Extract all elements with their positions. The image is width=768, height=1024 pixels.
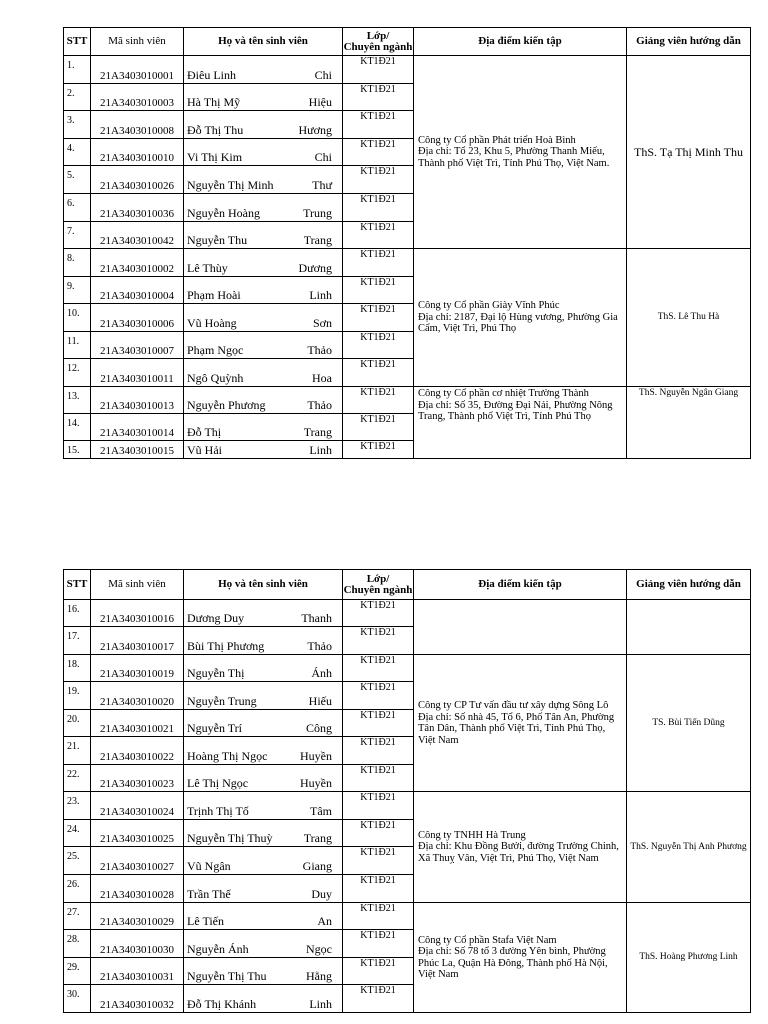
student-class: KT1Đ21 — [343, 710, 414, 737]
student-name-parts — [184, 206, 342, 221]
student-id: 21A3403010030 — [91, 930, 184, 958]
student-name — [184, 84, 343, 111]
supervisor-name: ThS. Lê Thu Hà — [627, 249, 751, 387]
student-class: KT1Đ21 — [343, 359, 414, 387]
student-surname: Dương Duy — [187, 611, 245, 625]
student-class: KT1Đ21 — [343, 875, 414, 903]
student-surname: Nguyễn Thị Minh — [187, 178, 274, 192]
student-class: KT1Đ21 — [343, 655, 414, 682]
student-id: 21A3403010032 — [91, 985, 184, 1013]
row-number: 20. — [64, 710, 91, 737]
header-class-line2: Chuyên ngành — [343, 40, 413, 53]
row-number: 3. — [64, 111, 91, 139]
student-name — [184, 277, 343, 304]
student-id: 21A3403010006 — [91, 304, 184, 332]
student-name — [184, 111, 343, 139]
company-address: Địa chỉ: Số nhà 45, Tổ 6, Phố Tân An, Phường Tân Dân, Thành phố Việt Trì, Tỉnh Phú Thọ, Việt Nam — [418, 711, 615, 746]
student-id: 21A3403010003 — [91, 84, 184, 111]
row-number: 11. — [64, 332, 91, 359]
supervisor-name: ThS. Nguyễn Ngân Giang — [627, 387, 751, 459]
student-class: KT1Đ21 — [343, 249, 414, 277]
student-given-name: Ánh — [311, 666, 332, 680]
student-name-parts — [184, 123, 342, 138]
row-number: 12. — [64, 359, 91, 387]
row-number: 30. — [64, 985, 91, 1013]
student-surname: Phạm Hoài — [187, 288, 241, 302]
student-class: KT1Đ21 — [343, 304, 414, 332]
student-name — [184, 682, 343, 710]
header-stt: STT — [64, 570, 91, 600]
student-surname: Lê Tiến — [187, 914, 225, 928]
student-class: KT1Đ21 — [343, 737, 414, 765]
student-surname: Trịnh Thị Tố — [187, 804, 249, 818]
row-number: 17. — [64, 627, 91, 655]
company-name: Công ty Cổ phần cơ nhiệt Trường Thành — [418, 388, 589, 399]
header-stt: STT — [64, 28, 91, 56]
student-name-parts — [184, 914, 342, 929]
student-id: 21A3403010016 — [91, 600, 184, 627]
student-surname: Nguyễn Thị Thuỳ — [187, 831, 273, 845]
student-surname: Nguyễn Trung — [187, 694, 257, 708]
student-surname: Hoàng Thị Ngọc — [187, 749, 268, 763]
student-name-parts — [184, 666, 342, 681]
student-name-parts — [184, 68, 342, 83]
row-number: 4. — [64, 139, 91, 166]
internship-location — [414, 903, 627, 1013]
student-class: KT1Đ21 — [343, 414, 414, 441]
student-surname: Hà Thị Mỹ — [187, 95, 241, 109]
student-name-parts — [184, 611, 342, 626]
student-id: 21A3403010019 — [91, 655, 184, 682]
student-name — [184, 930, 343, 958]
student-surname: Nguyễn Thu — [187, 233, 248, 247]
student-name-parts — [184, 150, 342, 165]
student-surname: Phạm Ngọc — [187, 343, 244, 357]
student-given-name: Thảo — [307, 398, 332, 412]
student-given-name: Trang — [303, 831, 332, 845]
student-id: 21A3403010010 — [91, 139, 184, 166]
header-location: Địa điểm kiến tập — [414, 570, 627, 600]
student-class: KT1Đ21 — [343, 958, 414, 985]
company-address: Địa chỉ: Khu Đồng Bưởi, đường Trường Chinh, Xã Thuỵ Vân, Việt Trì, Phú Thọ, Việt Nam — [418, 841, 619, 864]
student-given-name: Chi — [314, 68, 332, 82]
student-given-name: Dương — [298, 261, 332, 275]
student-name — [184, 958, 343, 985]
student-id: 21A3403010020 — [91, 682, 184, 710]
student-given-name: An — [317, 914, 332, 928]
student-class: KT1Đ21 — [343, 277, 414, 304]
student-name — [184, 903, 343, 930]
supervisor-name: ThS. Tạ Thị Minh Thu — [627, 56, 751, 249]
student-id: 21A3403010026 — [91, 166, 184, 194]
row-number: 23. — [64, 792, 91, 820]
row-number: 14. — [64, 414, 91, 441]
student-name — [184, 627, 343, 655]
student-given-name: Huyền — [300, 749, 332, 763]
student-name-parts — [184, 694, 342, 709]
student-name — [184, 847, 343, 875]
student-name-parts — [184, 887, 342, 902]
student-surname: Nguyễn Ánh — [187, 942, 249, 956]
internship-location — [414, 56, 627, 249]
student-name — [184, 222, 343, 249]
student-id: 21A3403010007 — [91, 332, 184, 359]
student-given-name: Linh — [309, 443, 332, 457]
student-surname: Ngô Quỳnh — [187, 371, 244, 385]
student-name — [184, 139, 343, 166]
internship-location — [414, 655, 627, 792]
internship-table-2 — [63, 569, 751, 1013]
student-surname: Vũ Ngân — [187, 859, 231, 873]
student-id: 21A3403010017 — [91, 627, 184, 655]
student-name — [184, 304, 343, 332]
table-row — [64, 387, 751, 414]
student-class: KT1Đ21 — [343, 792, 414, 820]
header-class — [343, 570, 414, 600]
student-name-parts — [184, 969, 342, 984]
student-given-name: Sơn — [312, 316, 332, 330]
student-given-name: Trang — [303, 425, 332, 439]
student-given-name: Huyền — [300, 776, 332, 790]
company-address: Địa chỉ: Tổ 23, Khu 5, Phường Thanh Miếu, Thành phố Việt Trì, Tỉnh Phú Thọ, Việt Nam. — [418, 146, 610, 169]
student-name-parts — [184, 859, 342, 874]
table-header-row — [64, 28, 751, 56]
row-number: 27. — [64, 903, 91, 930]
student-surname: Đỗ Thị Thu — [187, 123, 244, 137]
internship-table-1 — [63, 27, 751, 459]
student-name-parts — [184, 425, 342, 440]
row-number: 24. — [64, 820, 91, 847]
table-row — [64, 655, 751, 682]
company-address: Địa chỉ: Số 78 tổ 3 đường Yên bình, Phường Phúc La, Quận Hà Đông, Thành phố Hà Nội, Việt Nam — [418, 946, 608, 980]
student-class: KT1Đ21 — [343, 847, 414, 875]
student-class: KT1Đ21 — [343, 56, 414, 84]
row-number: 2. — [64, 84, 91, 111]
student-given-name: Hiệu — [308, 95, 332, 109]
row-number: 22. — [64, 765, 91, 792]
student-class: KT1Đ21 — [343, 930, 414, 958]
row-number: 1. — [64, 56, 91, 84]
row-number: 13. — [64, 387, 91, 414]
student-given-name: Thảo — [307, 343, 332, 357]
student-id: 21A3403010021 — [91, 710, 184, 737]
student-class: KT1Đ21 — [343, 332, 414, 359]
student-name — [184, 414, 343, 441]
table-header-row — [64, 570, 751, 600]
internship-location — [414, 249, 627, 387]
company-name: Công ty Cổ phần Stafa Việt Nam — [418, 934, 557, 946]
student-name — [184, 600, 343, 627]
student-class: KT1Đ21 — [343, 600, 414, 627]
student-class: KT1Đ21 — [343, 111, 414, 139]
student-name — [184, 194, 343, 222]
student-class: KT1Đ21 — [343, 139, 414, 166]
student-name — [184, 655, 343, 682]
company-name: Công ty CP Tư vấn đầu tư xây dựng Sông Lô — [418, 700, 609, 711]
student-name-parts — [184, 178, 342, 193]
student-name — [184, 710, 343, 737]
student-name-parts — [184, 316, 342, 331]
student-surname: Đỗ Thị Khánh — [187, 997, 257, 1011]
student-surname: Nguyễn Thị — [187, 666, 245, 680]
student-surname: Đỗ Thị — [187, 425, 222, 439]
student-name — [184, 875, 343, 903]
student-name — [184, 737, 343, 765]
student-class: KT1Đ21 — [343, 387, 414, 414]
student-name-parts — [184, 749, 342, 764]
internship-location — [414, 792, 627, 903]
student-surname: Nguyễn Hoàng — [187, 206, 260, 220]
internship-location — [414, 387, 627, 459]
student-id: 21A3403010022 — [91, 737, 184, 765]
student-given-name: Thảo — [307, 639, 332, 653]
student-id: 21A3403010031 — [91, 958, 184, 985]
student-surname: Vi Thị Kim — [187, 150, 243, 164]
student-name-parts — [184, 776, 342, 791]
student-class: KT1Đ21 — [343, 222, 414, 249]
company-name: Công ty Cổ phần Giày Vĩnh Phúc — [418, 300, 560, 312]
student-id: 21A3403010025 — [91, 820, 184, 847]
header-student-id: Mã sinh viên — [91, 570, 184, 600]
student-name-parts — [184, 942, 342, 957]
student-name — [184, 359, 343, 387]
student-given-name: Hằng — [306, 969, 332, 983]
student-name-parts — [184, 95, 342, 110]
row-number: 8. — [64, 249, 91, 277]
student-given-name: Linh — [309, 997, 332, 1011]
student-given-name: Thanh — [301, 611, 332, 625]
row-number: 16. — [64, 600, 91, 627]
table-row — [64, 792, 751, 820]
student-name-parts — [184, 639, 342, 654]
row-number: 25. — [64, 847, 91, 875]
company-address: Địa chỉ: Số 35, Đường Đại Nải, Phường Nông Trang, Thành phố Việt Trì, Tỉnh Phú Thọ — [418, 399, 613, 422]
supervisor-name: ThS. Hoàng Phương Linh — [627, 903, 751, 1013]
student-surname: Nguyễn Trí — [187, 721, 243, 735]
student-given-name: Hoa — [312, 371, 332, 385]
student-id: 21A3403010028 — [91, 875, 184, 903]
row-number: 28. — [64, 930, 91, 958]
header-class — [343, 28, 414, 56]
table-row — [64, 903, 751, 930]
header-location: Địa điểm kiến tập — [414, 28, 627, 56]
row-number: 18. — [64, 655, 91, 682]
student-name — [184, 249, 343, 277]
student-name — [184, 765, 343, 792]
header-class-line2: Chuyên ngành — [343, 583, 413, 596]
row-number: 6. — [64, 194, 91, 222]
header-class-line1: Lớp/ — [366, 572, 390, 585]
student-id: 21A3403010042 — [91, 222, 184, 249]
student-class: KT1Đ21 — [343, 903, 414, 930]
supervisor-name: TS. Bùi Tiến Dũng — [627, 655, 751, 792]
student-id: 21A3403010027 — [91, 847, 184, 875]
student-surname: Trần Thế — [187, 887, 231, 901]
table-row — [64, 600, 751, 627]
student-id: 21A3403010014 — [91, 414, 184, 441]
student-name-parts — [184, 288, 342, 303]
student-id: 21A3403010036 — [91, 194, 184, 222]
header-supervisor: Giảng viên hướng dẫn — [627, 28, 751, 56]
student-id: 21A3403010029 — [91, 903, 184, 930]
student-surname: Điêu Linh — [187, 68, 236, 82]
student-surname: Lê Thùy — [187, 261, 228, 275]
student-id: 21A3403010023 — [91, 765, 184, 792]
student-id: 21A3403010013 — [91, 387, 184, 414]
student-id: 21A3403010011 — [91, 359, 184, 387]
student-name-parts — [184, 831, 342, 846]
student-given-name: Tâm — [310, 804, 332, 818]
company-address: Địa chỉ: 2187, Đại lộ Hùng vương, Phường Gia Cẩm, Việt Trì, Phú Thọ — [418, 311, 618, 335]
student-surname: Nguyễn Phương — [187, 398, 266, 412]
student-name-parts — [184, 443, 342, 458]
student-id: 21A3403010001 — [91, 56, 184, 84]
student-surname: Lê Thị Ngọc — [187, 776, 249, 790]
student-name — [184, 792, 343, 820]
header-student-id: Mã sinh viên — [91, 28, 184, 56]
student-name-parts — [184, 233, 342, 248]
student-surname: Vũ Hải — [187, 443, 222, 457]
header-student-name: Họ và tên sinh viên — [184, 570, 343, 600]
student-id: 21A3403010024 — [91, 792, 184, 820]
student-class: KT1Đ21 — [343, 166, 414, 194]
student-surname: Vũ Hoàng — [187, 316, 237, 330]
student-name — [184, 56, 343, 84]
student-name-parts — [184, 997, 342, 1012]
student-name — [184, 985, 343, 1013]
student-name — [184, 820, 343, 847]
supervisor-name: ThS. Nguyễn Thị Anh Phương — [627, 792, 751, 903]
student-name — [184, 332, 343, 359]
student-given-name: Thư — [312, 178, 332, 192]
student-given-name: Trang — [303, 233, 332, 247]
row-number: 7. — [64, 222, 91, 249]
student-id: 21A3403010008 — [91, 111, 184, 139]
row-number: 9. — [64, 277, 91, 304]
student-given-name: Duy — [311, 887, 332, 901]
student-name — [184, 387, 343, 414]
student-class: KT1Đ21 — [343, 682, 414, 710]
student-surname: Nguyễn Thị Thu — [187, 969, 267, 983]
row-number: 19. — [64, 682, 91, 710]
student-class: KT1Đ21 — [343, 627, 414, 655]
header-supervisor: Giảng viên hướng dẫn — [627, 570, 751, 600]
student-class: KT1Đ21 — [343, 194, 414, 222]
student-name — [184, 166, 343, 194]
internship-location — [414, 600, 627, 655]
table-row — [64, 56, 751, 84]
company-name: Công ty TNHH Hà Trung — [418, 829, 526, 841]
student-class: KT1Đ21 — [343, 441, 414, 459]
student-name — [184, 441, 343, 459]
student-given-name: Giang — [302, 859, 332, 873]
student-given-name: Công — [305, 721, 332, 735]
student-given-name: Chi — [314, 150, 332, 164]
header-class-line1: Lớp/ — [366, 29, 390, 42]
student-id: 21A3403010004 — [91, 277, 184, 304]
student-class: KT1Đ21 — [343, 84, 414, 111]
row-number: 10. — [64, 304, 91, 332]
student-name-parts — [184, 721, 342, 736]
student-surname: Bùi Thị Phương — [187, 639, 265, 653]
student-name-parts — [184, 343, 342, 358]
row-number: 15. — [64, 441, 91, 459]
row-number: 26. — [64, 875, 91, 903]
student-class: KT1Đ21 — [343, 765, 414, 792]
student-given-name: Trung — [303, 206, 332, 220]
table-row — [64, 249, 751, 277]
student-given-name: Ngọc — [306, 942, 332, 956]
student-given-name: Linh — [309, 288, 332, 302]
student-class: KT1Đ21 — [343, 985, 414, 1013]
company-name: Công ty Cổ phần Phát triển Hoà Bình — [418, 134, 576, 146]
student-id: 21A3403010015 — [91, 441, 184, 459]
header-student-name: Họ và tên sinh viên — [184, 28, 343, 56]
student-name-parts — [184, 398, 342, 413]
student-class: KT1Đ21 — [343, 820, 414, 847]
row-number: 5. — [64, 166, 91, 194]
row-number: 29. — [64, 958, 91, 985]
student-id: 21A3403010002 — [91, 249, 184, 277]
student-given-name: Hiếu — [308, 694, 332, 708]
student-name-parts — [184, 261, 342, 276]
student-name-parts — [184, 804, 342, 819]
row-number: 21. — [64, 737, 91, 765]
supervisor-name — [627, 600, 751, 655]
student-given-name: Hương — [298, 123, 332, 137]
student-name-parts — [184, 371, 342, 386]
